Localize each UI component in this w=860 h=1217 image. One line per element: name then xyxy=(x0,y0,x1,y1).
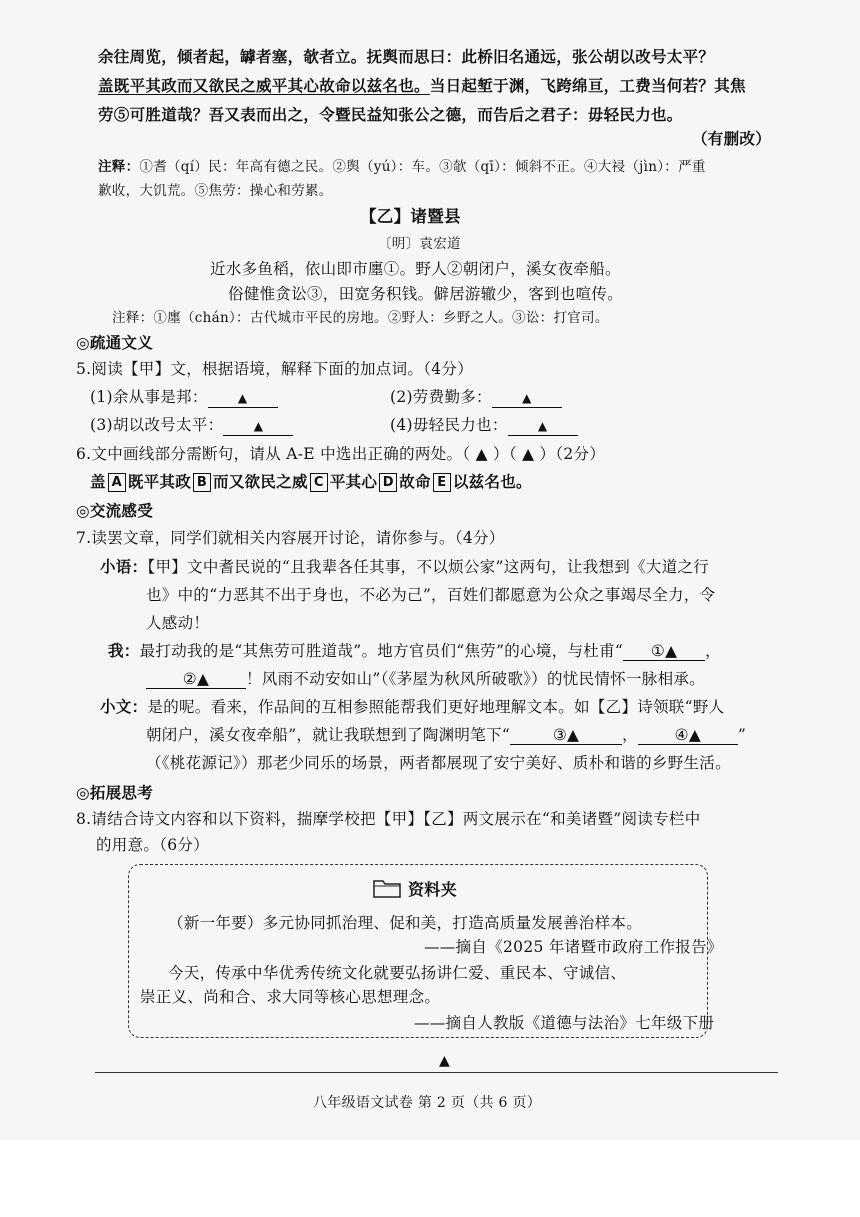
question-6-stem: 6.文中画线部分需断句，请从 A-E 中选出正确的两处。（ ▲ ）（ ▲ ）（2分） xyxy=(76,445,606,463)
answer-blank[interactable]: ▲ xyxy=(508,416,578,436)
wo-line-2: ②▲ ！风雨不动安如山”（《茅屋为秋风所破歌》）的忧民情怀一脉相承。 xyxy=(146,668,705,690)
xiaowen-line-3: （《桃花源记》）那老少同乐的场景，两者都展现了安宁美好、质朴和谐的乡野生活。 xyxy=(146,754,731,772)
break-option-c[interactable]: C xyxy=(310,473,328,492)
answer-line xyxy=(95,1072,778,1073)
folder-heading: 资料夹 xyxy=(372,877,457,905)
break-option-e[interactable]: E xyxy=(433,473,451,492)
folder-p2-source: ——摘自人教版《道德与法治》七年级下册 xyxy=(414,1014,715,1032)
answer-blank[interactable]: ▲ xyxy=(492,388,562,408)
answer-blank-2[interactable]: ②▲ xyxy=(146,670,246,689)
passage-a-line-1: 余往周览，倾者起，罅者塞，欹者立。抚舆而思曰：此桥旧名通远，张公胡以改号太平？ xyxy=(98,47,715,66)
poem-author: 〔明〕袁宏道 xyxy=(378,236,461,252)
section-heading-2: ◎交流感受 xyxy=(76,501,154,520)
page-footer: 八年级语文试卷 第 2 页（共 6 页） xyxy=(313,1095,542,1111)
passage-a-line-3: 劳⑤可胜道哉？吾又表而出之，令暨民益知张公之德，而告后之君子：毋轻民力也。 xyxy=(98,105,683,124)
break-option-a[interactable]: A xyxy=(108,473,126,492)
break-option-b[interactable]: B xyxy=(193,473,211,492)
folder-icon xyxy=(372,877,402,905)
underlined-sentence: 盖既平其政而又欲民之威平其心故命以兹名也。 xyxy=(98,76,430,95)
section-heading-3: ◎拓展思考 xyxy=(76,783,154,802)
answer-blank-4[interactable]: ④▲ xyxy=(638,726,738,745)
poem-line-1: 近水多鱼稻，依山即市廛①。野人②朝闭户，溪女夜牵船。 xyxy=(210,260,621,278)
folder-p2-line-1: 今天，传承中华优秀传统文化就要弘扬讲仁爱、重民本、守诚信、 xyxy=(168,964,627,982)
xiaoyu-line-3: 人感动！ xyxy=(146,614,210,632)
poem-line-2: 俗健惟贪讼③，田宽务积钱。僻居游辙少，客到也喧传。 xyxy=(228,285,624,303)
question-8-line-2: 的用意。（6分） xyxy=(96,836,210,854)
q6-sentence: 盖 A 既平其政 B 而又欲民之威 C 平其心 D 故命 E 以兹名也。 xyxy=(90,472,532,491)
folder-p1-source: ——摘自《2025 年诸暨市政府工作报告》 xyxy=(424,938,723,956)
xiaowen-line-2: 朝闭户，溪女夜牵船”，就让我联想到了陶渊明笔下“ ③▲ ， ④▲ ” xyxy=(146,726,747,744)
xiaoyu-line-2: 也》中的“力恶其不出于身也，不必为己”，百姓们都愿意为公众之事竭尽全力，令 xyxy=(146,586,716,604)
answer-blank-3[interactable]: ③▲ xyxy=(510,726,622,745)
folder-p1: （新一年要）多元协同抓治理、促和美，打造高质量发展善治样本。 xyxy=(168,914,643,932)
q5-item-2: (2)劳费勤多： ▲ xyxy=(390,386,562,408)
wo-line-1: 我：最打动我的是“其焦劳可胜道哉”。地方官员们“焦劳”的心境，与杜甫“ ①▲ ， xyxy=(108,641,721,660)
notes-a-line-2: 歉收，大饥荒。⑤焦劳：操心和劳累。 xyxy=(98,183,333,199)
section-heading-1: ◎疏通文义 xyxy=(76,333,154,352)
passage-a-line-2: 盖既平其政而又欲民之威平其心故命以兹名也。当日起堑于渊，飞跨绵亘，工费当何若？其焦 xyxy=(98,76,746,95)
q5-item-4: (4)毋轻民力也： ▲ xyxy=(390,414,578,436)
adapted-note: （有删改） xyxy=(692,129,772,148)
answer-marker: ▲ xyxy=(439,1053,451,1069)
break-option-d[interactable]: D xyxy=(379,473,397,492)
q5-item-1: (1)余从事是邦： ▲ xyxy=(90,386,278,408)
blank-margin xyxy=(0,1140,860,1217)
xiaoyu-line-1: 小语：【甲】文中耆民说的“且我辈各任其事，不以烦公家”这两句，让我想到《大道之行 xyxy=(100,557,710,576)
answer-blank[interactable]: ▲ xyxy=(223,416,293,436)
notes-a-line-1: 注释：①耆（qí）民：年高有德之民。②舆（yú）：车。③欹（qī）：倾斜不正。④大祲（jìn）：严重 xyxy=(98,159,706,175)
poem-title: 【乙】诸暨县 xyxy=(360,207,461,226)
poem-notes: 注释：①廛（chán）：古代城市平民的房地。②野人：乡野之人。③讼：打官司。 xyxy=(112,310,609,326)
folder-p2-line-2: 崇正义、尚和合、求大同等核心思想理念。 xyxy=(140,988,441,1006)
question-8-line-1: 8.请结合诗文内容和以下资料，揣摩学校把【甲】【乙】两文展示在“和美诸暨”阅读专栏中 xyxy=(76,810,701,828)
question-5-stem: 5.阅读【甲】文，根据语境，解释下面的加点词。（4分） xyxy=(76,360,474,378)
q5-item-3: (3)胡以改号太平： ▲ xyxy=(90,414,293,436)
question-7-stem: 7.读罢文章，同学们就相关内容展开讨论，请你参与。（4分） xyxy=(76,529,505,547)
xiaowen-line-1: 小文：是的呢。看来，作品间的互相参照能帮我们更好地理解文本。如【乙】诗领联“野人 xyxy=(100,697,725,716)
answer-blank-1[interactable]: ①▲ xyxy=(623,642,705,661)
answer-blank[interactable]: ▲ xyxy=(208,388,278,408)
